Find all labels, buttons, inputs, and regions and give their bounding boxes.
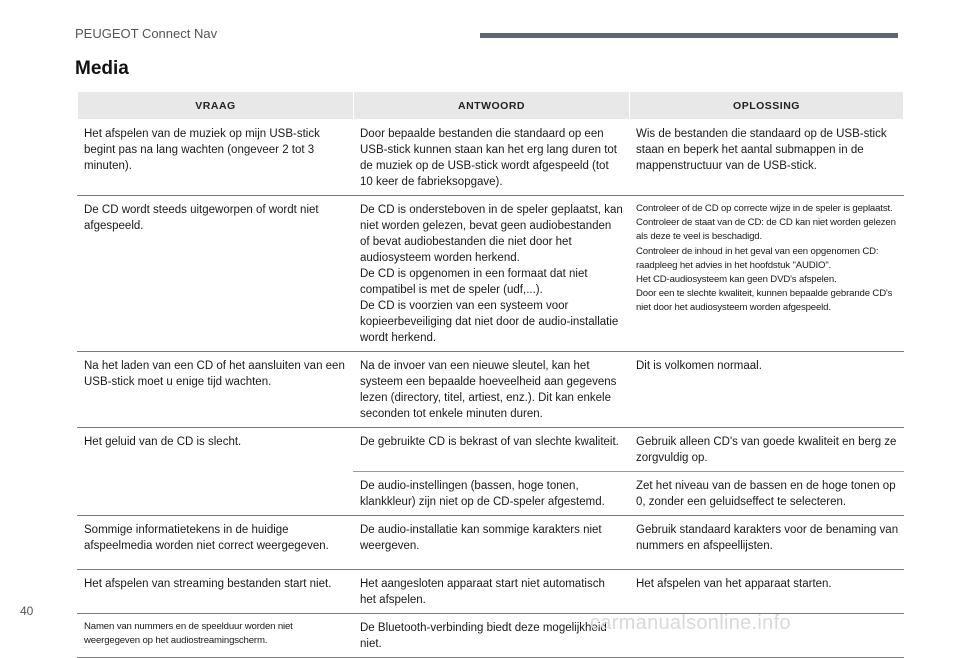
table-row (78, 120, 904, 196)
page-title: Media (75, 58, 129, 79)
page-number: 40 (20, 604, 34, 618)
question-cell: Het afspelen van de muziek op mijn USB-stick begint pas na lang wachten (ongeveer 2 tot 3 minuten). (78, 120, 354, 196)
table-row (78, 570, 904, 614)
question-cell: Na het laden van een CD of het aansluiten van een USB-stick moet u enige tijd wachten. (78, 352, 354, 428)
solution-cell: Gebruik standaard karakters voor de benaming van nummers en afspeellijsten. (630, 516, 904, 570)
answer-cell: De CD is ondersteboven in de speler geplaatst, kan niet worden gelezen, bevat geen audiobestanden of bevat audiobestanden die niet door het audiosysteem worden herkend. De CD is opgenomen in een formaat dat niet compatibel is met de speler (udf,...). De CD is voorzien van een systeem voor kopieerbeveiliging dat niet door de audio-installatie wordt herkend. (354, 196, 630, 352)
solution-cell: Controleer of de CD op correcte wijze in de speler is geplaatst. Controleer de staat van de CD: de CD kan niet worden gelezen als deze te veel is beschadigd. Controleer de inhoud in het geval van een opgenomen CD: raadpleeg het advies in het hoofdstuk "AUDIO". Het CD-audiosysteem kan geen DVD's afspelen. Door een te slechte kwaliteit, kunnen bepaalde gebrande CD's niet door het audiosysteem worden afgespeeld. (630, 196, 904, 352)
answer-cell: De audio-installatie kan sommige karakters niet weergeven. (354, 516, 630, 570)
solution-cell: Zet het niveau van de bassen en de hoge tonen op 0, zonder een geluidseffect te selecteren. (630, 472, 904, 516)
column-header-question: VRAAG (78, 92, 354, 120)
question-cell: Sommige informatietekens in de huidige afspeelmedia worden niet correct weergegeven. (78, 516, 354, 570)
header-label: PEUGEOT Connect Nav (75, 26, 218, 41)
table-row (78, 428, 904, 472)
answer-cell: Het aangesloten apparaat start niet automatisch het afspelen. (354, 570, 630, 614)
column-header-solution: OPLOSSING (630, 92, 904, 120)
solution-cell: Dit is volkomen normaal. (630, 352, 904, 428)
solution-cell: Gebruik alleen CD's van goede kwaliteit en berg ze zorgvuldig op. (630, 428, 904, 472)
answer-cell: Door bepaalde bestanden die standaard op een USB-stick kunnen staan kan het erg lang duren tot de muziek op de USB-stick wordt afgespeeld (tot 10 keer de fabrieksopgave). (354, 120, 630, 196)
column-header-answer: ANTWOORD (354, 92, 630, 120)
table-row (78, 516, 904, 570)
question-cell: De CD wordt steeds uitgeworpen of wordt niet afgespeeld. (78, 196, 354, 352)
table-header-row (78, 92, 904, 120)
solution-cell: Wis de bestanden die standaard op de USB-stick staan en beperk het aantal submappen in de mappenstructuur van de USB-stick. (630, 120, 904, 196)
table-row (78, 352, 904, 428)
faq-table (77, 91, 904, 658)
answer-cell: Na de invoer van een nieuwe sleutel, kan het systeem een bepaalde hoeveelheid aan gegevens lezen (directory, titel, artiest, enz.). Dit kan enkele seconden tot enkele minuten duren. (354, 352, 630, 428)
table-row (78, 196, 904, 352)
question-cell: Namen van nummers en de speelduur worden niet weergegeven op het audiostreamingscherm. (78, 614, 354, 658)
solution-cell: Het afspelen van het apparaat starten. (630, 570, 904, 614)
header-bar (480, 33, 898, 38)
answer-cell: De audio-instellingen (bassen, hoge tonen, klankkleur) zijn niet op de CD-speler afgestemd. (354, 472, 630, 516)
answer-cell: De gebruikte CD is bekrast of van slechte kwaliteit. (354, 428, 630, 472)
question-cell: Het geluid van de CD is slecht. (78, 428, 354, 516)
answer-cell: De Bluetooth-verbinding biedt deze mogelijkheid niet. (354, 614, 630, 658)
question-cell: Het afspelen van streaming bestanden start niet. (78, 570, 354, 614)
watermark: carmanualsonline.info (590, 612, 791, 634)
